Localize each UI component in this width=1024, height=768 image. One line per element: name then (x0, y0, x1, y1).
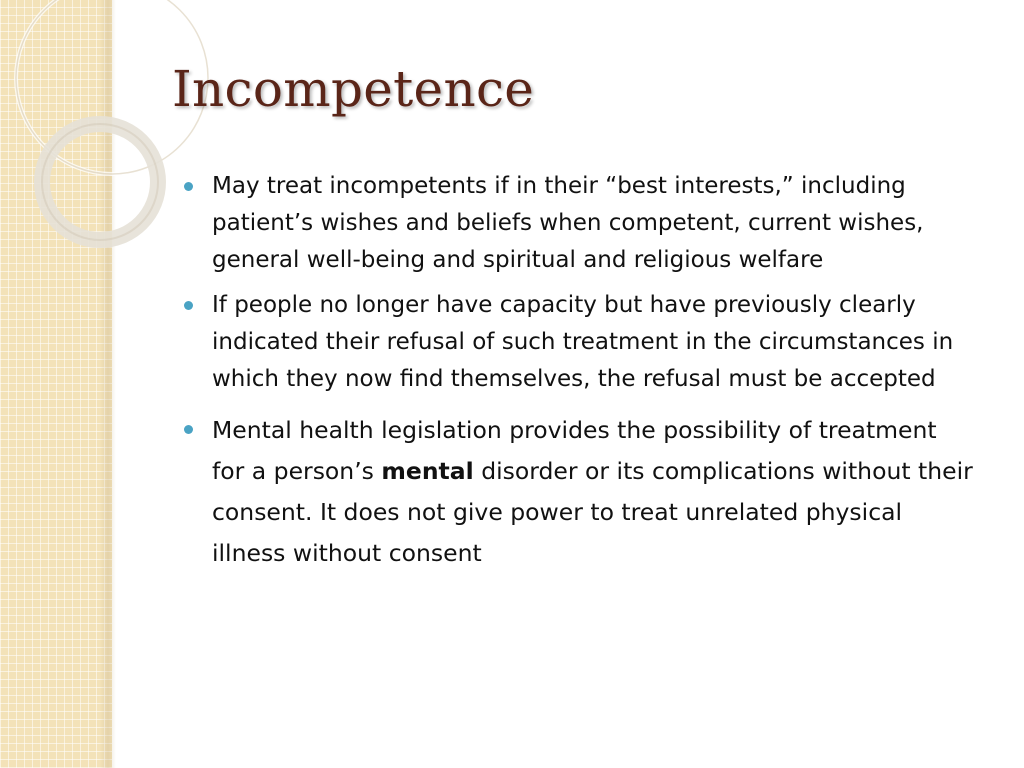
bullet-text-start: Mental health legislation provides the possibility of treatment for a person’s (212, 416, 937, 485)
bullet-text: If people no longer have capacity but have previously clearly indicated their refusal of such treatment in the circumstances in which they now find themselves, the refusal must be accepted (212, 292, 954, 392)
decorative-ring-small-edge (42, 124, 158, 240)
bullet-dot-icon (184, 301, 193, 310)
bullet-item (184, 410, 974, 574)
bullet-dot-icon (184, 182, 193, 191)
bullet-dot-icon (184, 425, 193, 434)
bullet-text: May treat incompetents if in their “best interests,” including patient’s wishes and beliefs when competent, current wishes, general well-being and spiritual and religious welfare (212, 173, 924, 273)
bullet-item (184, 168, 974, 279)
bullet-item (184, 287, 974, 398)
slide-title: Incompetence (172, 60, 535, 118)
bullet-list (184, 168, 974, 574)
bullet-text-end: disorder or its complications without their consent. It does not give power to treat unrelated physical illness without consent (212, 457, 973, 567)
bullet-text-bold: mental (381, 457, 474, 485)
